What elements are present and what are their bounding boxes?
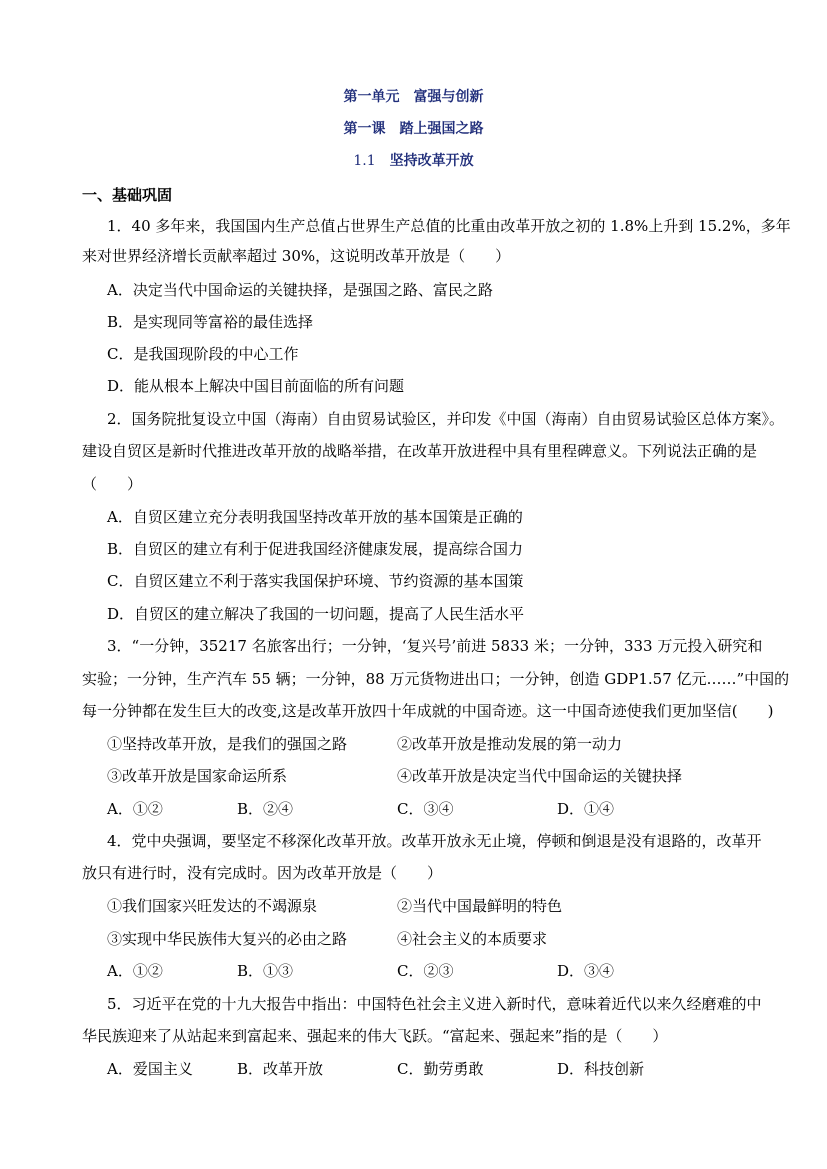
q5-option-a: A．爱国主义 xyxy=(107,1060,193,1078)
q1-option-a: A．决定当代中国命运的关键抉择，是强国之路、富民之路 xyxy=(107,281,493,299)
q3-statement-2: ②改革开放是推动发展的第一动力 xyxy=(397,735,623,753)
q5-option-c: C．勤劳勇敢 xyxy=(397,1060,484,1078)
q1-line-1: 1．40 多年来，我国国内生产总值占世界生产总值的比重由改革开放之初的 1.8%上升到 15.2%，多年 xyxy=(107,217,791,235)
q3-statements-row-2 xyxy=(107,766,747,786)
q4-line-1: 4．党中央强调，要坚定不移深化改革开放。改革开放永无止境，停顿和倒退是没有退路的，改革开 xyxy=(107,832,762,850)
q3-option-c: C．③④ xyxy=(397,800,454,818)
q4-option-a: A．①② xyxy=(107,962,163,980)
q3-line-1: 3．“一分钟，35217 名旅客出行；一分钟，‘复兴号’前进 5833 米；一分钟，333 万元投入研究和 xyxy=(107,637,763,655)
q4-option-b: B．①③ xyxy=(237,962,294,980)
q3-statement-4: ④改革开放是决定当代中国命运的关键抉择 xyxy=(397,767,683,785)
q4-statement-4: ④社会主义的本质要求 xyxy=(397,930,548,948)
q3-option-a: A．①② xyxy=(107,800,163,818)
q5-options-row xyxy=(107,1059,747,1079)
part-heading: 一、基础巩固 xyxy=(82,186,173,204)
q3-option-b: B．②④ xyxy=(237,800,294,818)
q2-option-a: A．自贸区建立充分表明我国坚持改革开放的基本国策是正确的 xyxy=(107,508,523,526)
section-title xyxy=(0,150,827,170)
q4-statements-row-1 xyxy=(107,896,747,916)
q4-line-2: 放只有进行时，没有完成时。因为改革开放是（ ） xyxy=(82,864,443,882)
q4-options-row xyxy=(107,961,747,981)
q3-statement-3: ③改革开放是国家命运所系 xyxy=(107,767,288,785)
q2-line-3: （ ） xyxy=(82,475,143,493)
q2-line-1: 2．国务院批复设立中国（海南）自由贸易试验区，并印发《中国（海南）自由贸易试验区总体方案》。 xyxy=(107,410,785,428)
q1-option-b: B．是实现同等富裕的最佳选择 xyxy=(107,313,314,331)
q3-statement-1: ①坚持改革开放，是我们的强国之路 xyxy=(107,735,348,753)
q1-line-2: 来对世界经济增长贡献率超过 30%，这说明改革开放是（ ） xyxy=(82,247,511,265)
q2-option-b: B．自贸区的建立有利于促进我国经济健康发展，提高综合国力 xyxy=(107,540,524,558)
q5-line-2: 华民族迎来了从站起来到富起来、强起来的伟大飞跃。“富起来、强起来”指的是（ ） xyxy=(82,1027,668,1045)
section-name: 坚持改革开放 xyxy=(389,153,474,169)
q3-option-d: D．①④ xyxy=(557,800,615,818)
q4-statement-3: ③实现中华民族伟大复兴的必由之路 xyxy=(107,930,348,948)
q4-statements-row-2 xyxy=(107,929,747,949)
section-number: 1.1 xyxy=(353,153,376,169)
q3-line-3: 每一分钟都在发生巨大的改变,这是改革开放四十年成就的中国奇迹。这一中国奇迹使我们更加坚信( ) xyxy=(82,702,774,720)
lesson-title: 第一课 踏上强国之路 xyxy=(343,121,484,137)
q1-option-d: D．能从根本上解决中国目前面临的所有问题 xyxy=(107,377,405,395)
q5-option-d: D．科技创新 xyxy=(557,1060,645,1078)
q3-options-row xyxy=(107,799,747,819)
q5-option-b: B．改革开放 xyxy=(237,1060,324,1078)
q3-line-2: 实验；一分钟，生产汽车 55 辆；一分钟，88 万元货物进出口；一分钟，创造 GDP1.57 亿元……”中国的 xyxy=(82,670,790,688)
q1-option-c: C．是我国现阶段的中心工作 xyxy=(107,345,299,363)
q2-line-2: 建设自贸区是新时代推进改革开放的战略举措，在改革开放进程中具有里程碑意义。下列说法正确的是 xyxy=(82,442,758,460)
q3-statements-row-1 xyxy=(107,734,747,754)
q4-statement-2: ②当代中国最鲜明的特色 xyxy=(397,897,563,915)
q4-option-c: C．②③ xyxy=(397,962,454,980)
unit-title: 第一单元 富强与创新 xyxy=(343,89,484,105)
q5-line-1: 5．习近平在党的十九大报告中指出：中国特色社会主义进入新时代，意味着近代以来久经磨难的中 xyxy=(107,995,762,1013)
q2-option-d: D．自贸区的建立解决了我国的一切问题，提高了人民生活水平 xyxy=(107,605,525,623)
q4-option-d: D．③④ xyxy=(557,962,615,980)
q2-option-c: C．自贸区建立不利于落实我国保护环境、节约资源的基本国策 xyxy=(107,572,524,590)
q4-statement-1: ①我们国家兴旺发达的不竭源泉 xyxy=(107,897,318,915)
